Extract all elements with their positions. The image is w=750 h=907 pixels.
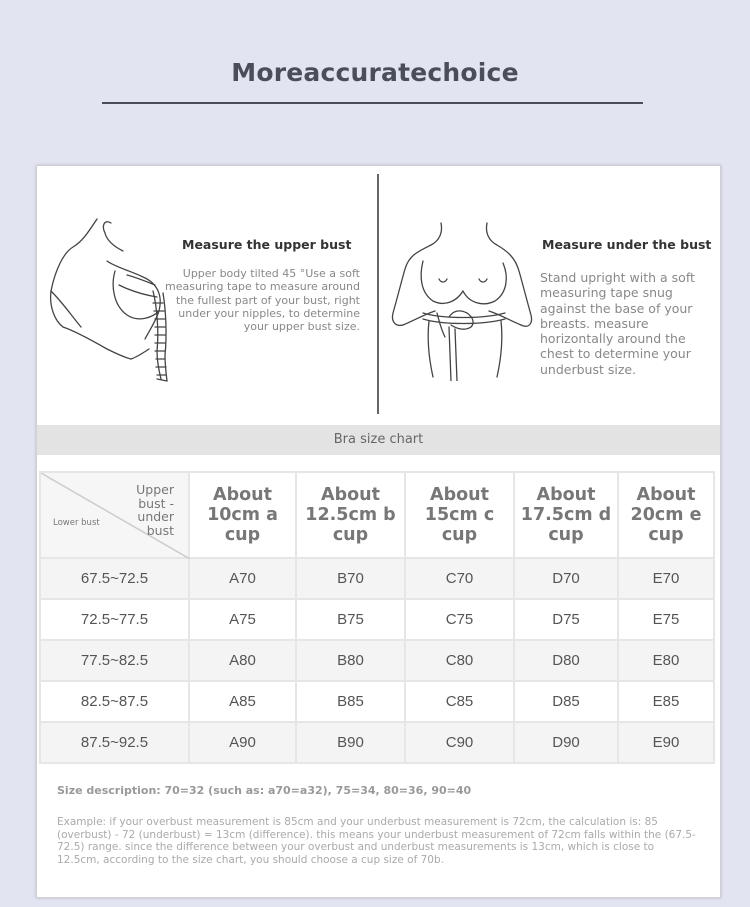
size-cell: E85 <box>618 681 714 722</box>
corner-lower-label: Lower bust <box>53 518 100 528</box>
size-cell: C90 <box>405 722 514 763</box>
size-cell: D75 <box>514 599 618 640</box>
column-header: About 15cm c cup <box>405 472 514 558</box>
upper-bust-illustration <box>45 211 180 386</box>
table-row <box>40 681 714 722</box>
size-cell: A80 <box>189 640 296 681</box>
size-cell: E70 <box>618 558 714 599</box>
column-header: About 17.5cm d cup <box>514 472 618 558</box>
lower-bust-cell: 82.5~87.5 <box>40 681 189 722</box>
table-corner-cell <box>40 472 189 558</box>
size-cell: A90 <box>189 722 296 763</box>
table-row <box>40 640 714 681</box>
size-cell: B85 <box>296 681 405 722</box>
size-cell: E90 <box>618 722 714 763</box>
page-title: Moreaccuratechoice <box>231 58 519 87</box>
size-cell: C70 <box>405 558 514 599</box>
size-cell: C80 <box>405 640 514 681</box>
under-bust-description: Stand upright with a soft measuring tape snug against the base of your breasts. measure horizontally around the chest to determine your underbust size. <box>540 270 695 377</box>
size-cell: B75 <box>296 599 405 640</box>
table-header-row <box>40 472 714 558</box>
size-cell: E75 <box>618 599 714 640</box>
lower-bust-cell: 87.5~92.5 <box>40 722 189 763</box>
table-row <box>40 722 714 763</box>
lower-bust-cell: 67.5~72.5 <box>40 558 189 599</box>
under-bust-title: Measure under the bust <box>542 237 712 252</box>
size-cell: B70 <box>296 558 405 599</box>
column-header: About 20cm e cup <box>618 472 714 558</box>
size-cell: A75 <box>189 599 296 640</box>
upper-bust-title: Measure the upper bust <box>182 237 352 252</box>
upper-bust-description: Upper body tilted 45 °Use a soft measuring tape to measure around the fullest part of your bust, right under your nipples, to determine your upper bust size. <box>165 267 360 334</box>
column-header: About 12.5cm b cup <box>296 472 405 558</box>
under-bust-illustration <box>389 221 539 381</box>
size-cell: E80 <box>618 640 714 681</box>
size-cell: D90 <box>514 722 618 763</box>
corner-upper-label: Upper bust - under bust <box>136 482 174 538</box>
size-cell: A85 <box>189 681 296 722</box>
size-cell: D85 <box>514 681 618 722</box>
size-cell: C75 <box>405 599 514 640</box>
size-cell: C85 <box>405 681 514 722</box>
size-cell: B80 <box>296 640 405 681</box>
table-row <box>40 558 714 599</box>
lower-bust-cell: 72.5~77.5 <box>40 599 189 640</box>
title-underline <box>102 102 643 104</box>
example-text: Example: if your overbust measurement is 85cm and your underbust measurement is 72cm, the calculation is: 85 (overbust) - 72 (underbust) = 13cm (difference). this means your underbust measurement of 72cm falls within the (67.5-72.5) range. since the difference between your overbust and underbust measurements is 13cm, which is close to 12.5cm, according to the size chart, you should choose a cup size of 70b. <box>57 816 696 866</box>
size-cell: D70 <box>514 558 618 599</box>
lower-bust-cell: 77.5~82.5 <box>40 640 189 681</box>
size-cell: A70 <box>189 558 296 599</box>
size-description: Size description: 70=32 (such as: a70=a32), 75=34, 80=36, 90=40 <box>57 784 472 797</box>
size-cell: D80 <box>514 640 618 681</box>
section-divider <box>377 174 379 414</box>
size-table <box>39 471 715 764</box>
size-guide-card <box>36 165 721 898</box>
table-row <box>40 599 714 640</box>
column-header: About 10cm a cup <box>189 472 296 558</box>
chart-title: Bra size chart <box>37 425 720 455</box>
size-cell: B90 <box>296 722 405 763</box>
